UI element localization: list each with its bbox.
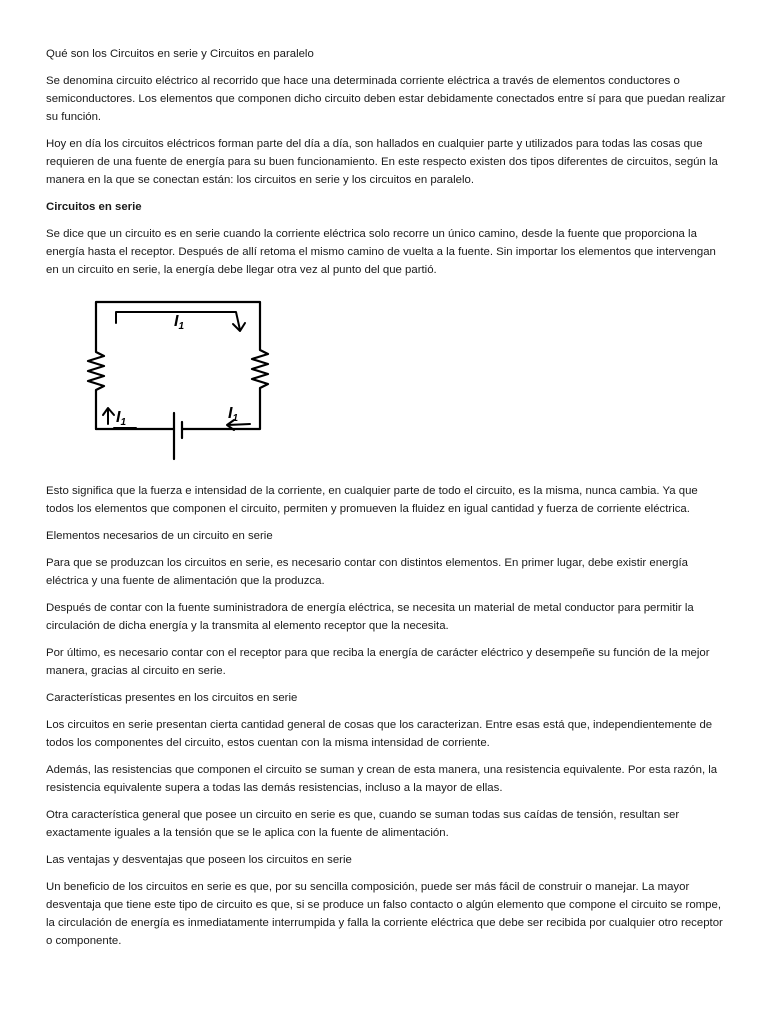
section-heading-elements: Elementos necesarios de un circuito en serie	[46, 530, 273, 542]
document-title: Qué son los Circuitos en serie y Circuitos en paralelo	[46, 48, 314, 60]
paragraph-pros-cons-1: Un beneficio de los circuitos en serie es que, por su sencilla composición, puede ser más fácil de construir o manejar. La mayor desventaja que tiene este tipo de circuito es que, si se produce un falso contacto o algún elemento que compone el circuito se rompe, la circulación de energía es inmediatamente interrumpida y falla la corriente eléctrica que debe ser recibida por cualquier otro receptor o componente.	[46, 881, 723, 947]
current-label-bottom-right: I1	[228, 405, 239, 424]
current-label-bottom-left-subscript: 1	[120, 417, 127, 428]
paragraph-features-1: Los circuitos en serie presentan cierta cantidad general de cosas que los caracterizan. Entre esas está que, independientemente de todos los componentes del circuito, estos cuentan con la misma intensidad de corriente.	[46, 719, 713, 749]
paragraph-intro-2: Hoy en día los circuitos eléctricos forman parte del día a día, son hallados en cualquier parte y utilizados para todas las cosas que requieren de una fuente de energía para su buen funcionamiento. En este respecto existen dos tipos diferentes de circuitos, según la manera en la que se conectan están: los circuitos en serie y los circuitos en paralelo.	[46, 138, 718, 186]
paragraph-series-2: Esto significa que la fuerza e intensidad de la corriente, en cualquier parte de todo el circuito, es la misma, nunca cambia. Ya que todos los elementos que componen el circuito, permiten y promueven la fluidez en igual cantidad y fuerza de corriente eléctrica.	[46, 485, 698, 515]
paragraph-intro-1: Se denomina circuito eléctrico al recorrido que hace una determinada corriente eléctrica a través de elementos conductores o semiconductores. Los elementos que componen dicho circuito deben estar debidamente conectados entre sí para que puedan realizar su función.	[46, 75, 726, 123]
paragraph-elements-1: Para que se produzcan los circuitos en serie, es necesario contar con distintos elementos. En primer lugar, debe existir energía eléctrica y una fuente de alimentación que la produzca.	[46, 557, 689, 587]
paragraph-elements-2: Después de contar con la fuente suministradora de energía eléctrica, se necesita un material de metal conductor para permitir la circulación de dicha energía y la transmita al elemento receptor que la necesita.	[46, 602, 694, 632]
paragraph-series-1: Se dice que un circuito es en serie cuando la corriente eléctrica solo recorre un único camino, desde la fuente que proporciona la energía hasta el receptor. Después de allí retoma el mismo camino de vuelta a la fuente. Sin importar los elementos que intervengan en un circuito en serie, la energía debe llegar otra vez al punto del que partió.	[46, 228, 716, 276]
current-label-top: I1	[174, 313, 185, 332]
section-heading-pros-cons: Las ventajas y desventajas que poseen los circuitos en serie	[46, 854, 352, 866]
current-label-bottom-left: I1	[116, 409, 127, 428]
current-label-bottom-right-subscript: 1	[232, 413, 239, 424]
paragraph-elements-3: Por último, es necesario contar con el receptor para que reciba la energía de carácter eléctrico y desempeñe su función de la mejor manera, gracias al circuito en serie.	[46, 647, 710, 677]
paragraph-features-3: Otra característica general que posee un circuito en serie es que, cuando se suman todas sus caídas de tensión, resultan ser exactamente iguales a la tensión que se le aplica con la fuente de alimentación.	[46, 809, 680, 839]
section-heading-series: Circuitos en serie	[46, 201, 142, 213]
paragraph-features-2: Además, las resistencias que componen el circuito se suman y crean de esta manera, una resistencia equivalente. Por esta razón, la resistencia equivalente supera a todas las demás resistencias, incluso a la mayor de ellas.	[46, 764, 718, 794]
section-heading-features: Características presentes en los circuitos en serie	[46, 692, 298, 704]
current-label-top-subscript: 1	[178, 321, 185, 332]
series-circuit-diagram	[64, 296, 284, 462]
document-page	[46, 45, 726, 959]
current-arrow-bottom-left	[103, 408, 114, 424]
